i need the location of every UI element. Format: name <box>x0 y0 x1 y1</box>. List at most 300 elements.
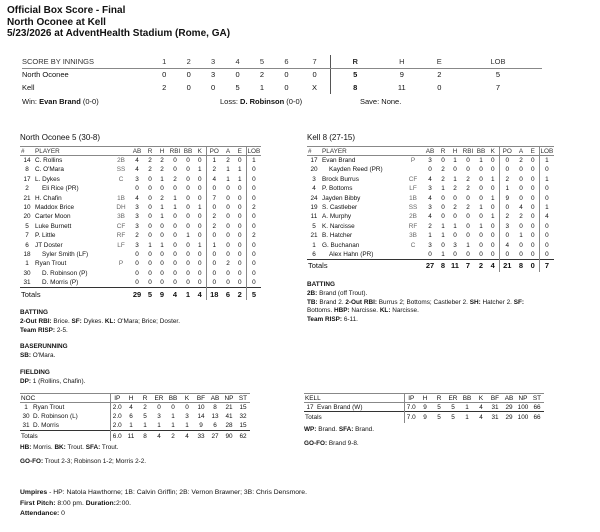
batting-col-header: E <box>234 147 246 156</box>
hits: 1 <box>453 175 457 183</box>
winning-pitcher: Evan Brand <box>39 97 81 106</box>
lob-total: 7 <box>495 83 501 92</box>
totals-label: Totals <box>304 412 404 423</box>
note-text: 1 (Rollins, Chafin). <box>31 377 86 385</box>
walks: 1 <box>171 412 175 420</box>
rbi: 0 <box>173 222 177 230</box>
pitching-col-header: IP <box>404 394 418 403</box>
player-number: 14 <box>23 157 31 165</box>
putouts: 0 <box>206 184 222 193</box>
pitcher-number: 17 <box>306 403 314 411</box>
rbi: 2 <box>466 204 470 212</box>
note-text: Brand. <box>316 425 339 433</box>
player-name: C. O'Mara <box>35 166 64 174</box>
putouts: 4 <box>206 175 222 184</box>
at-bats: 3 <box>135 204 139 212</box>
assists: 0 <box>519 185 523 193</box>
lob-header: LOB <box>454 55 542 68</box>
umpires-label: Umpires <box>20 489 48 496</box>
player-row <box>20 175 261 184</box>
totals-value: 29 <box>502 412 516 423</box>
note-text: O'Mara; Brice; Doster. <box>115 317 180 325</box>
player-position: LF <box>409 185 417 193</box>
at-bats: 4 <box>135 166 139 174</box>
totals-value: 27 <box>423 259 437 272</box>
attendance-value: 0 <box>59 510 65 517</box>
totals-value: 9 <box>418 412 432 423</box>
strikeouts: 0 <box>490 204 495 212</box>
away-baserunning-notes <box>20 352 295 361</box>
hits: 1 <box>453 222 457 230</box>
totals-value: 11 <box>449 259 461 272</box>
strikeouts: 0 <box>490 241 495 249</box>
pitching-header-row <box>304 394 544 403</box>
player-name: G. Buchanan <box>322 241 360 249</box>
totals-value: 5 <box>432 412 446 423</box>
note-text: 6-11. <box>342 316 358 324</box>
loss-record: (0-0) <box>286 97 303 106</box>
player-row <box>307 175 554 184</box>
strikes: 32 <box>239 412 247 420</box>
pitcher-name: Evan Brand (W) <box>317 403 363 411</box>
walks: 0 <box>186 213 190 221</box>
rbi: 1 <box>173 194 177 202</box>
inning-score: 2 <box>162 83 167 92</box>
batting-col-header: A <box>222 147 234 156</box>
totals-value: 5 <box>246 287 261 300</box>
pitching-totals-row <box>304 412 544 423</box>
inning-header: 2 <box>176 55 200 68</box>
hits: 1 <box>160 241 164 249</box>
note-label: SFA: <box>85 444 101 452</box>
runs: 0 <box>441 213 445 221</box>
lob: 0 <box>246 212 261 221</box>
home-pitching-table <box>304 393 544 423</box>
strikeouts: 0 <box>197 250 202 258</box>
pitching-col-header: ST <box>236 394 250 403</box>
team-name: Kell <box>22 83 35 92</box>
rbi: 0 <box>173 250 177 258</box>
hits: 2 <box>160 157 164 165</box>
player-number: 11 <box>310 213 318 221</box>
date-venue: 5/23/2026 at AdventHealth Stadium (Rome, GA) <box>7 28 231 39</box>
errors-total: 2 <box>437 70 442 80</box>
strikeouts: 0 <box>197 185 202 193</box>
player-number: 17 <box>310 157 318 165</box>
assists: 2 <box>226 260 230 268</box>
totals-label: Totals <box>20 287 130 300</box>
home-batting-table <box>307 146 554 272</box>
player-number: 5 <box>25 222 29 230</box>
at-bats: 0 <box>135 278 139 286</box>
hits-total: 9 <box>399 70 404 80</box>
walks: 0 <box>186 175 190 183</box>
walks: 0 <box>186 204 190 212</box>
hits-header: H <box>379 55 425 68</box>
note-text: 2-5. <box>55 326 68 334</box>
errors: 0 <box>237 213 242 221</box>
batting-col-header: AB <box>423 147 437 156</box>
note-text: Brand 9-8. <box>327 439 359 447</box>
walks: 0 <box>186 166 190 174</box>
batting-col-header: K <box>487 147 499 156</box>
inning-score: 0 <box>211 83 216 92</box>
note-text: Morris. <box>31 444 55 452</box>
earned-runs: 5 <box>451 403 455 411</box>
runs: 0 <box>441 194 445 202</box>
batters-faced: 9 <box>199 421 203 429</box>
note-text: O'Mara. <box>31 352 56 360</box>
totals-value: 8 <box>437 259 449 272</box>
pitch-count: 100 <box>517 403 529 411</box>
line-score-row-home <box>22 81 542 94</box>
at-bats: 3 <box>428 241 432 249</box>
lob: 2 <box>246 231 261 240</box>
assists: 4 <box>519 204 523 212</box>
hits: 0 <box>453 213 457 221</box>
rbi: 1 <box>466 241 470 249</box>
player-position <box>112 278 130 287</box>
hits: 0 <box>160 222 164 230</box>
assists: 0 <box>226 185 230 193</box>
strikeouts: 0 <box>197 157 202 165</box>
strikes: 15 <box>239 404 247 412</box>
walks: 1 <box>171 421 175 429</box>
home-team-risp <box>307 316 575 325</box>
totals-value: 33 <box>194 430 208 441</box>
player-row <box>307 165 554 174</box>
pitching-col-header: IP <box>110 394 124 403</box>
totals-value: 21 <box>499 259 515 272</box>
pitch-count: 21 <box>225 404 233 412</box>
innings-pitched: 2.0 <box>110 421 124 430</box>
player-name: Ryan Trout <box>35 260 67 268</box>
player-number: 10 <box>23 204 31 212</box>
home-box <box>307 133 554 272</box>
runs: 0 <box>148 232 152 240</box>
inning-score: 0 <box>235 70 240 80</box>
runs-total: 8 <box>331 81 379 94</box>
putouts: 2 <box>206 212 222 221</box>
team-name: North Oconee <box>22 70 69 80</box>
runs: 1 <box>441 222 445 230</box>
rbi: 0 <box>173 232 177 240</box>
at-bats: 4 <box>428 175 432 183</box>
walks: 0 <box>479 250 483 258</box>
away-pitching-note-1 <box>20 444 250 453</box>
home-2b-notes <box>307 290 575 299</box>
strikeouts: 1 <box>185 421 189 429</box>
pitcher-name: Ryan Trout <box>33 404 65 412</box>
inning-score: 0 <box>284 83 289 92</box>
pitcher-number: 31 <box>22 421 30 429</box>
lob: 0 <box>246 259 261 268</box>
batting-header-row <box>307 147 554 156</box>
pitching-col-header: K <box>474 394 488 403</box>
player-position: 3B <box>117 213 125 221</box>
innings-pitched: 2.0 <box>110 412 124 421</box>
note-text: Trout. <box>65 444 86 452</box>
player-position: 3B <box>409 232 417 240</box>
totals-value: 1 <box>182 287 194 300</box>
inning-score: 0 <box>186 83 191 92</box>
player-row <box>307 203 554 212</box>
walks: 0 <box>186 241 190 249</box>
player-number: 17 <box>23 175 31 183</box>
player-row <box>307 240 554 249</box>
note-text: Trout. <box>100 444 119 452</box>
assists: 0 <box>519 241 523 249</box>
player-position <box>403 165 423 174</box>
player-row <box>307 231 554 240</box>
totals-value: 18 <box>206 287 222 300</box>
runs-allowed: 2 <box>143 404 147 412</box>
errors: 0 <box>237 278 242 286</box>
player-number: 1 <box>25 260 29 268</box>
batting-col-header: H <box>449 147 461 156</box>
rbi: 0 <box>466 250 470 258</box>
player-row <box>20 240 261 249</box>
errors: 0 <box>237 241 242 249</box>
assists: 0 <box>226 250 230 258</box>
player-row <box>20 184 261 193</box>
totals-value: 2 <box>234 287 246 300</box>
inning-score: 0 <box>312 70 317 80</box>
lob: 0 <box>246 222 261 231</box>
errors: 1 <box>237 175 242 183</box>
first-pitch-value: 8:00 pm. <box>55 499 86 507</box>
note-label: SFA: <box>338 425 354 433</box>
player-number: 7 <box>25 232 29 240</box>
save-label: Save: <box>360 97 380 106</box>
at-bats: 4 <box>428 194 432 202</box>
player-name: P. Little <box>35 232 56 240</box>
batting-col-header: R <box>437 147 449 156</box>
player-position: CF <box>408 175 418 183</box>
assists: 0 <box>226 194 230 202</box>
lob: 0 <box>246 165 261 174</box>
assists: 0 <box>519 222 523 230</box>
putouts: 0 <box>206 259 222 268</box>
rbi: 1 <box>173 204 177 212</box>
batting-col-header: PO <box>499 147 515 156</box>
player-name: JT Doster <box>35 241 63 249</box>
hits: 2 <box>160 194 164 202</box>
walks: 0 <box>171 404 175 412</box>
totals-value: 4 <box>180 430 194 441</box>
rbi: 0 <box>466 157 470 165</box>
runs: 1 <box>441 250 445 258</box>
batters-faced: 14 <box>197 412 205 420</box>
rbi: 0 <box>466 194 470 202</box>
line-score-header <box>22 55 542 68</box>
batting-col-header: # <box>307 147 321 156</box>
player-number: 2 <box>25 185 29 193</box>
putouts: 0 <box>499 231 515 240</box>
strikeouts: 0 <box>197 222 202 230</box>
pitcher-number: 30 <box>22 412 30 420</box>
errors-total: 0 <box>437 83 442 92</box>
errors: 0 <box>530 166 535 174</box>
lob: 0 <box>246 193 261 202</box>
runs-allowed: 5 <box>143 412 147 420</box>
at-bats: 4 <box>135 194 139 202</box>
at-bats: 8 <box>213 404 217 412</box>
assists: 0 <box>519 250 523 258</box>
batting-col-header: AB <box>130 147 144 156</box>
assists: 0 <box>226 241 230 249</box>
home-batting-heading: BATTING <box>307 281 335 288</box>
pitching-col-header: ER <box>152 394 166 403</box>
at-bats: 3 <box>135 213 139 221</box>
inning-score: 0 <box>284 70 289 80</box>
putouts: 0 <box>499 156 515 165</box>
hits: 1 <box>160 213 164 221</box>
hits: 0 <box>160 232 164 240</box>
lob: 1 <box>539 156 554 165</box>
strikeouts: 0 <box>197 194 202 202</box>
player-number: 30 <box>23 269 31 277</box>
walks: 1 <box>479 157 483 165</box>
rbi: 0 <box>173 185 177 193</box>
player-name: Alex Hahn (PR) <box>329 250 374 258</box>
player-number: 3 <box>312 175 316 183</box>
hits: 1 <box>453 157 457 165</box>
putouts: 2 <box>206 165 222 174</box>
walks: 0 <box>479 166 483 174</box>
walks: 0 <box>479 194 483 202</box>
runs: 2 <box>148 157 152 165</box>
hits-total: 11 <box>397 83 406 92</box>
pitching-col-header: NP <box>516 394 530 403</box>
line-score <box>22 55 542 94</box>
pitcher-name: D. Morris <box>33 421 59 429</box>
hits: 0 <box>160 185 164 193</box>
walks: 0 <box>186 278 190 286</box>
loss-decision <box>220 97 302 106</box>
putouts: 0 <box>206 250 222 259</box>
player-row <box>20 231 261 240</box>
batting-col-header: LOB <box>540 147 554 155</box>
first-pitch-label: First Pitch: <box>20 499 56 507</box>
totals-value: 8 <box>515 259 527 272</box>
batting-col-header: BB <box>183 147 193 155</box>
player-position: RF <box>408 222 418 230</box>
runs-allowed: 1 <box>143 421 147 429</box>
away-team-risp <box>20 327 295 336</box>
rbi: 0 <box>466 213 470 221</box>
lob: 1 <box>539 203 554 212</box>
hits-allowed: 1 <box>129 421 133 429</box>
hits-allowed: 4 <box>129 404 133 412</box>
errors: 0 <box>237 194 242 202</box>
note-label: KL: <box>104 317 116 325</box>
player-name: A. Murphy <box>322 213 352 221</box>
strikeouts: 0 <box>490 166 495 174</box>
line-score-table <box>22 55 542 94</box>
player-number: 21 <box>23 194 31 202</box>
hits: 1 <box>160 204 164 212</box>
pitcher-number: 1 <box>24 404 28 412</box>
putouts: 0 <box>206 278 222 287</box>
rbi: 0 <box>173 166 177 174</box>
runs: 0 <box>441 157 445 165</box>
at-bats: 3 <box>135 222 139 230</box>
batting-col-header <box>112 147 130 156</box>
assists: 2 <box>519 213 523 221</box>
walks: 0 <box>479 175 483 183</box>
totals-row <box>307 259 554 272</box>
note-label: GO-FO: <box>304 439 328 447</box>
note-label: 2B: <box>307 289 318 297</box>
totals-value: 66 <box>530 412 544 423</box>
game-footer <box>20 488 307 520</box>
lob-total: 5 <box>495 70 501 80</box>
player-name: Brock Burrus <box>322 175 359 183</box>
totals-value: 100 <box>516 412 530 423</box>
errors: 0 <box>530 185 535 193</box>
runs: 0 <box>148 194 152 202</box>
report-title: Official Box Score - Final <box>7 5 126 16</box>
rbi: 0 <box>173 213 177 221</box>
at-bats: 0 <box>135 260 139 268</box>
note-label: SB: <box>20 352 32 360</box>
runs: 0 <box>148 213 152 221</box>
putouts: 4 <box>499 240 515 249</box>
innings-pitched: 7.0 <box>404 403 418 412</box>
inning-score: 5 <box>235 83 240 92</box>
away-pitching-table <box>20 393 250 441</box>
lob: 2 <box>246 203 261 212</box>
away-baserunning-heading: BASERUNNING <box>20 343 68 351</box>
totals-row <box>20 287 261 300</box>
attendance <box>20 509 307 520</box>
putouts: 1 <box>206 240 222 249</box>
at-bats: 1 <box>428 232 432 240</box>
player-number: 4 <box>312 185 316 193</box>
note-label: KL: <box>379 307 391 315</box>
player-position: LF <box>117 241 125 249</box>
pitching-col-header: BB <box>460 394 474 403</box>
batting-col-header: K <box>194 147 206 156</box>
at-bats: 3 <box>428 157 432 165</box>
walks: 0 <box>186 250 190 258</box>
win-decision <box>22 97 99 106</box>
home-box-title: Kell 8 (27-15) <box>307 133 356 142</box>
win-record: (0-0) <box>82 97 99 106</box>
away-box-title: North Oconee 5 (30-8) <box>20 133 101 142</box>
lob: 4 <box>539 212 554 221</box>
player-position <box>112 184 130 193</box>
runs: 0 <box>148 185 152 193</box>
inning-score: 3 <box>211 70 216 80</box>
batting-col-header: BB <box>476 147 486 155</box>
line-score-row-away <box>22 68 542 81</box>
player-name: D. Morris (P) <box>42 278 79 286</box>
save-decision <box>360 97 401 106</box>
player-number: 21 <box>310 232 318 240</box>
away-batting-heading: BATTING <box>20 309 48 316</box>
lob: 0 <box>539 250 554 259</box>
report-header <box>7 5 230 40</box>
pitcher-row <box>20 403 250 412</box>
player-name: S. Castleber <box>322 204 358 212</box>
assists: 2 <box>519 157 523 165</box>
home-misc-notes <box>307 307 575 316</box>
inning-header: 1 <box>152 55 176 68</box>
at-bats: 0 <box>135 185 139 193</box>
strikeouts: 4 <box>479 403 483 411</box>
